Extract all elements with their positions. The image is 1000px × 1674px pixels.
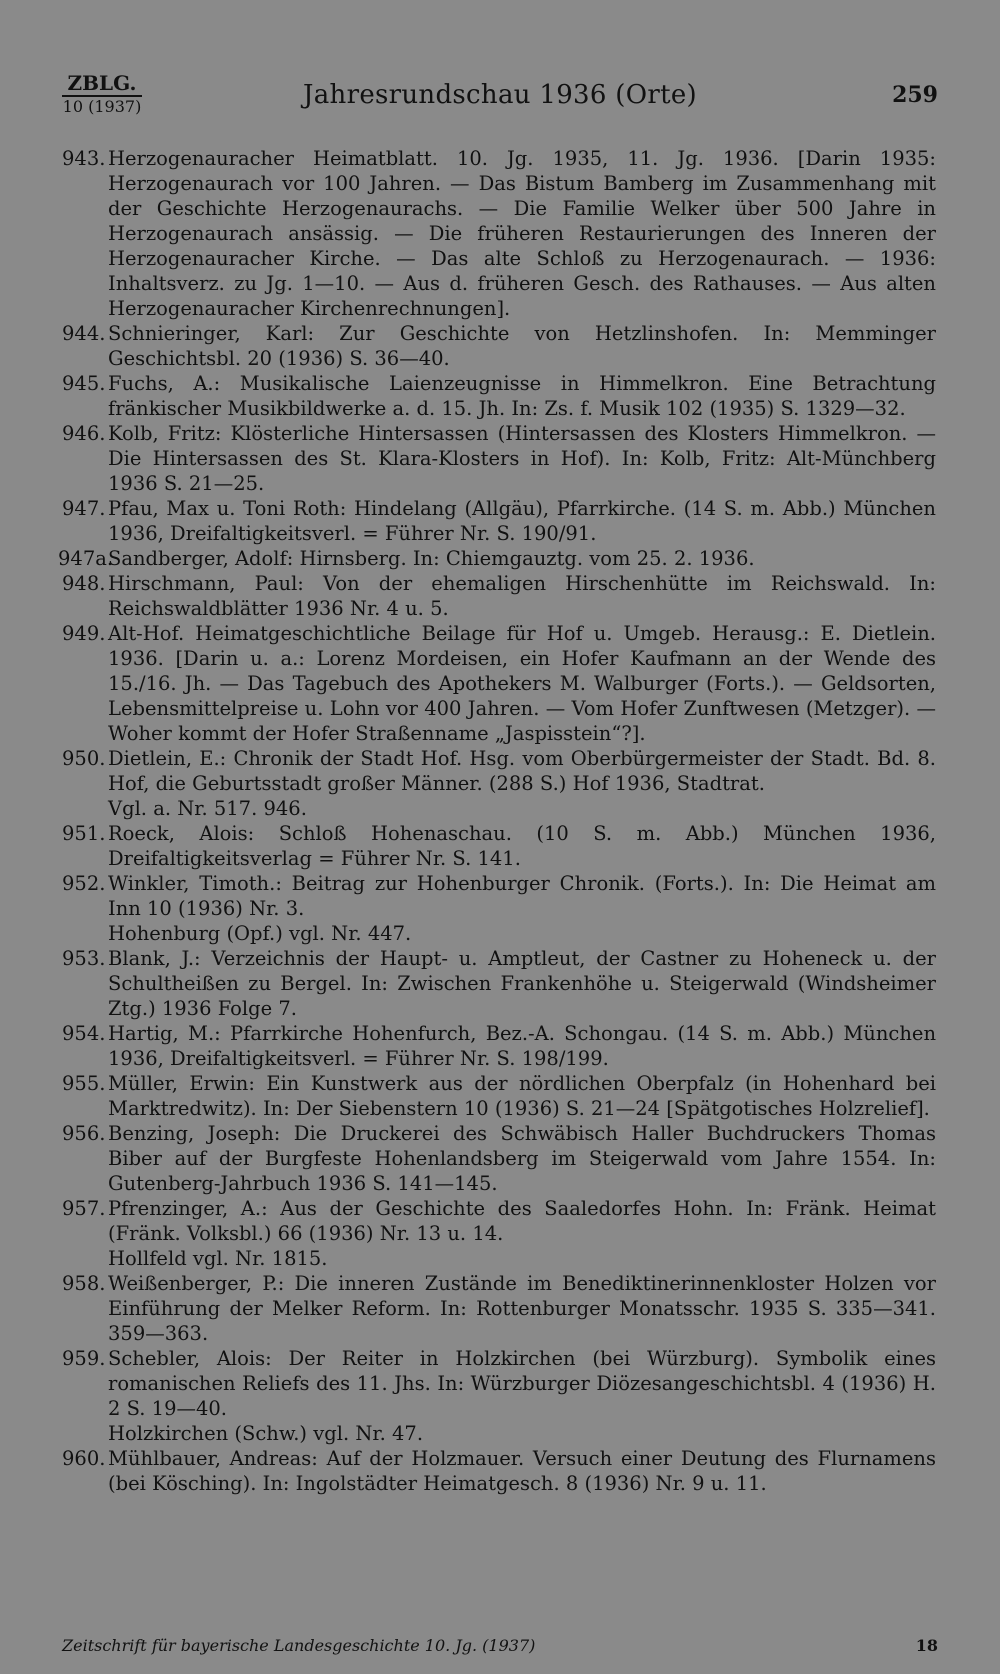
footer-signature: 18 [915, 1636, 938, 1655]
entry-number: 947a. [58, 547, 114, 570]
entry-number: 952. [62, 872, 106, 895]
entry-number: 945. [62, 372, 106, 395]
bibliography-entry [62, 146, 936, 321]
entry-text: Kolb, Fritz: Klösterliche Hintersassen (Hintersassen des Klosters Himmelkron. — Die Hintersassen des St. Klara-Klosters in Hof). In: Kolb, Fritz: Alt-Münchberg 1936 S. 21—25. [108, 422, 936, 495]
entry-number: 954. [62, 1022, 106, 1045]
entry-number: 950. [62, 747, 106, 770]
entry-text: Fuchs, A.: Musikalische Laienzeugnisse in Himmelkron. Eine Betrachtung fränkischer Musikbildwerke a. d. 15. Jh. In: Zs. f. Musik 102 (1935) S. 1329—32. [108, 372, 936, 420]
bibliography-entry [62, 821, 936, 871]
bibliography-entry [62, 421, 936, 496]
entry-text: Mühlbauer, Andreas: Auf der Holzmauer. Versuch einer Deutung des Flurnamens (bei Kösching). In: Ingolstädter Heimatgesch. 8 (1936) Nr. 9 u. 11. [108, 1447, 936, 1495]
bibliography-entry [62, 1121, 936, 1196]
entry-number: 960. [62, 1447, 106, 1470]
entry-text: Winkler, Timoth.: Beitrag zur Hohenburger Chronik. (Forts.). In: Die Heimat am Inn 10 (1936) Nr. 3. [108, 872, 936, 920]
entry-text: Blank, J.: Verzeichnis der Haupt- u. Amptleut, der Castner zu Hoheneck u. der Schultheißen zu Bergel. In: Zwischen Frankenhöhe u. Steigerwald (Windsheimer Ztg.) 1936 Folge 7. [108, 947, 936, 1020]
entry-number: 959. [62, 1347, 106, 1370]
entry-number: 958. [62, 1272, 106, 1295]
entry-text: Pfau, Max u. Toni Roth: Hindelang (Allgäu), Pfarrkirche. (14 S. m. Abb.) München 1936, Dreifaltigkeitsverl. = Führer Nr. S. 190/91. [108, 497, 936, 545]
bibliography-entry [62, 871, 936, 946]
entry-text: Weißenberger, P.: Die inneren Zustände im Benediktinerinnenkloster Holzen vor Einführung der Melker Reform. In: Rottenburger Monatsschr. 1935 S. 335—341. 359—363. [108, 1272, 936, 1345]
bibliography-entry [58, 546, 936, 571]
entry-text: Hirschmann, Paul: Von der ehemaligen Hirschenhütte im Reichswald. In: Reichswaldblätter 1936 Nr. 4 u. 5. [108, 572, 936, 620]
page-number: 259 [892, 82, 938, 108]
bibliography-entry [62, 1196, 936, 1271]
entry-number: 947. [62, 497, 106, 520]
bibliography-entry [62, 496, 936, 546]
entry-number: 956. [62, 1122, 106, 1145]
entry-text: Herzogenauracher Heimatblatt. 10. Jg. 1935, 11. Jg. 1936. [Darin 1935: Herzogenaurach vor 100 Jahren. — Das Bistum Bamberg im Zusammenhang mit der Geschichte Herzogenaurachs. — Die Familie Welker über 500 Jahre in Herzogenaurach ansässig. — Die früheren Restaurierungen des Inneren der Herzogenauracher Kirche. — Das alte Schloß zu Herzogenaurach. — 1936: Inhaltsverz. zu Jg. 1—10. — Aus d. früheren Gesch. des Rathauses. — Aus alten Herzogenauracher Kirchenrechnungen]. [108, 147, 936, 320]
entry-number: 951. [62, 822, 106, 845]
footer-journal: Zeitschrift für bayerische Landesgeschichte 10. Jg. (1937) [62, 1636, 536, 1655]
entry-cross-reference: Vgl. a. Nr. 517. 946. [108, 797, 307, 820]
entry-text: Roeck, Alois: Schloß Hohenaschau. (10 S. m. Abb.) München 1936, Dreifaltigkeitsverlag = Führer Nr. S. 141. [108, 822, 936, 870]
journal-abbreviation: ZBLG. [67, 71, 137, 95]
entry-text: Pfrenzinger, A.: Aus der Geschichte des Saaledorfes Hohn. In: Fränk. Heimat (Fränk. Volksbl.) 66 (1936) Nr. 13 u. 14. [108, 1197, 936, 1245]
bibliography-list [58, 146, 936, 1496]
entry-text: Schebler, Alois: Der Reiter in Holzkirchen (bei Würzburg). Symbolik eines romanischen Reliefs des 11. Jhs. In: Würzburger Diözesangeschichtsbl. 4 (1936) H. 2 S. 19—40. [108, 1347, 936, 1420]
entry-number: 949. [62, 622, 106, 645]
entry-text: Dietlein, E.: Chronik der Stadt Hof. Hsg. vom Oberbürgermeister der Stadt. Bd. 8. Hof, die Geburtsstadt großer Männer. (288 S.) Hof 1936, Stadtrat. [108, 747, 936, 795]
entry-text: Müller, Erwin: Ein Kunstwerk aus der nördlichen Oberpfalz (in Hohenhard bei Marktredwitz). In: Der Siebenstern 10 (1936) S. 21—24 [Spätgotisches Holzrelief]. [108, 1072, 936, 1120]
entry-number: 948. [62, 572, 106, 595]
entry-cross-reference: Hollfeld vgl. Nr. 1815. [108, 1247, 328, 1270]
bibliography-entry [62, 371, 936, 421]
bibliography-entry [62, 1071, 936, 1121]
bibliography-entry [62, 1346, 936, 1446]
entry-text: Sandberger, Adolf: Hirnsberg. In: Chiemgauztg. vom 25. 2. 1936. [108, 547, 755, 570]
entry-number: 957. [62, 1197, 106, 1220]
entry-number: 943. [62, 147, 106, 170]
entry-number: 955. [62, 1072, 106, 1095]
bibliography-entry [62, 1271, 936, 1346]
bibliography-entry [62, 746, 936, 821]
entry-text: Schnieringer, Karl: Zur Geschichte von Hetzlinshofen. In: Memminger Geschichtsbl. 20 (1936) S. 36—40. [108, 322, 936, 370]
entry-text: Hartig, M.: Pfarrkirche Hohenfurch, Bez.-A. Schongau. (14 S. m. Abb.) München 1936, Dreifaltigkeitsverl. = Führer Nr. S. 198/199. [108, 1022, 936, 1070]
bibliography-entry [62, 1021, 936, 1071]
entry-number: 953. [62, 947, 106, 970]
entry-cross-reference: Holzkirchen (Schw.) vgl. Nr. 47. [108, 1422, 424, 1445]
bibliography-entry [62, 321, 936, 371]
entry-text: Alt-Hof. Heimatgeschichtliche Beilage für Hof u. Umgeb. Herausg.: E. Dietlein. 1936. [Darin u. a.: Lorenz Mordeisen, ein Hofer Kaufmann an der Wende des 15./16. Jh. — Das Tagebuch des Apothekers M. Walburger (Forts.). — Geldsorten, Lebensmittelpreise u. Lohn vor 400 Jahren. — Vom Hofer Zunftwesen (Metzger). — Woher kommt der Hofer Straßenname „Jaspisstein“?]. [108, 622, 936, 745]
bibliography-entry [62, 946, 936, 1021]
bibliography-entry [62, 621, 936, 746]
volume-label: 10 (1937) [62, 97, 142, 116]
entry-cross-reference: Hohenburg (Opf.) vgl. Nr. 447. [108, 922, 412, 945]
page-title: Jahresrundschau 1936 (Orte) [303, 80, 697, 110]
entry-text: Benzing, Joseph: Die Druckerei des Schwäbisch Haller Buchdruckers Thomas Biber auf der Burgfeste Hohenlandsberg im Steigerwald vom Jahre 1554. In: Gutenberg-Jahrbuch 1936 S. 141—145. [108, 1122, 936, 1195]
entry-number: 946. [62, 422, 106, 445]
bibliography-entry [62, 1446, 936, 1496]
entry-number: 944. [62, 322, 106, 345]
bibliography-entry [62, 571, 936, 621]
